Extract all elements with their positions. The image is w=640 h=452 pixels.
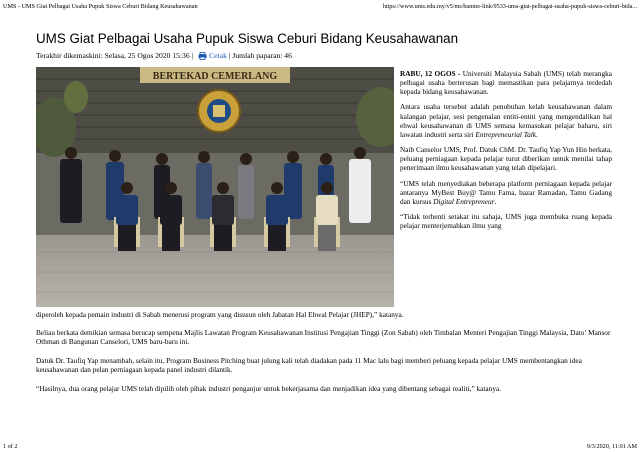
print-datetime: 9/3/2020, 11:01 AM <box>586 443 637 450</box>
paragraph-5-end: diperoleh kepada pemain industri di Sabah menerusi program yang disusun oleh Jabatan Hal Ehwal Pelajar (JHEP),” katanya. <box>36 310 404 319</box>
print-label: Cetak <box>209 51 227 60</box>
paragraph-5-start: “Tidak terhenti setakat itu sahaja, UMS juga membuka ruang kepada pelajar menterjemahkan ilmu yang <box>400 212 612 231</box>
print-link[interactable] <box>198 51 227 60</box>
article-meta <box>36 51 292 60</box>
paragraph-7: Datuk Dr. Taufiq Yap menambah, selain itu, Program Business Pitching buat julung kali telah diadakan pada 11 Mac lalu bagi memberi peluang kepada pelajar UMS membentangkan idea keusahawanan dan pelan perniagaan kepada panel industri dilantik. <box>36 356 582 375</box>
paragraph-8: “Hasilnya, dua orang pelajar UMS telah dipilih oleh pihak industri penganjur untuk bekerjasama dan menjadikan idea yang dibentang sebagai realiti,” katanya. <box>36 384 502 393</box>
page-title-header: UMS - UMS Giat Pelbagai Usaha Pupuk Siswa Ceburi Bidang Keusahawanan <box>3 3 198 10</box>
article-photo <box>36 67 394 307</box>
article-column-text <box>400 69 612 236</box>
print-footer <box>3 442 637 451</box>
printer-icon <box>198 52 207 60</box>
group-photo-image <box>36 67 394 307</box>
paragraph-6: Beliau berkata demikian semasa berucap sempena Majlis Lawatan Program Keusahawanan Institusi Pengajian Tinggi (Zon Sabah) oleh Timbalan Menteri Pengajian Tinggi Malaysia, Dato’ Mansor Othman di Bangunan Canselori, UMS baru-baru ini. <box>36 328 611 347</box>
dateline: RABU, 12 OGOS - <box>400 69 461 78</box>
url-header: https://www.ums.edu.my/v5/ms/banner-link/9533-ums-giat-pelbagai-usaha-pupuk-siswa-ceburi-bida... <box>382 3 637 10</box>
view-count: Jumlah paparan: 46 <box>232 51 292 60</box>
paragraph-1: RABU, 12 OGOS - Universiti Malaysia Sabah (UMS) telah merangka pelbagai usaha berterusan bagi memastikan para pelajarnya terdedah kepada bidang keusahawanan. <box>400 69 612 97</box>
page-number: 1 of 2 <box>3 443 18 450</box>
paragraph-4: “UMS telah menyediakan beberapa platform perniagaan kepada pelajar antaranya MyBest Buy@ Tamu Fama, bazar Ramadan, Tamu Gadang dan kursus Digital Entrepreneur. <box>400 178 612 206</box>
photo-banner-text: BERTEKAD CEMERLANG <box>152 71 278 82</box>
print-header <box>3 2 637 11</box>
paragraph-3: Naib Canselor UMS, Prof. Datuk ChM. Dr. Taufiq Yap Yun Hin berkata, peluang perniagaan kepada pelajar turut diberikan untuk menilai tahap penerimaan ilmu keusahawanan yang telah dipelajari. <box>400 145 612 173</box>
meta-separator: | <box>191 51 194 60</box>
updated-date: Terakhir dikemaskini: Selasa, 25 Ogos 2020 15:36 <box>36 51 190 60</box>
paragraph-2: Antara usaha tersebut adalah penubuhan kelab keusahawanan dalam kalangan pelajar, sesi pengenalan entiti-entiti yang mengendalikan hal ehwal keusahawanan di UMS semasa kemasukan pelajar baharu, siri lawatan industri serta siri Entrepreneurial Talk. <box>400 102 612 139</box>
meta-separator: | <box>228 51 231 60</box>
article-title: UMS Giat Pelbagai Usaha Pupuk Siswa Ceburi Bidang Keusahawanan <box>36 31 459 46</box>
